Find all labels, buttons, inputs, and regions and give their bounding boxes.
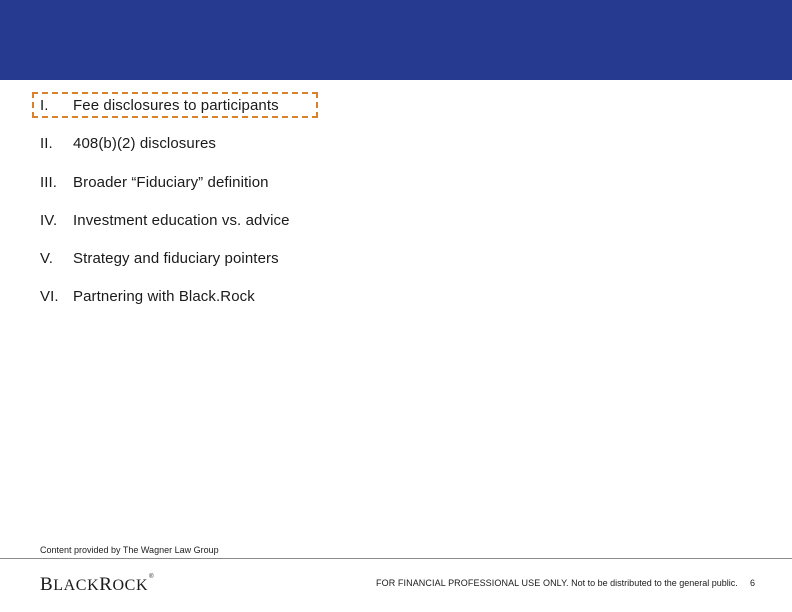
agenda-item-label: Strategy and fiduciary pointers	[73, 250, 279, 268]
agenda-item-number: II.	[40, 135, 53, 153]
agenda-item-label: 408(b)(2) disclosures	[73, 135, 216, 153]
agenda-item-5	[40, 249, 340, 287]
agenda-item-label: Fee disclosures to participants	[73, 97, 279, 114]
agenda-item-label: Investment education vs. advice	[73, 211, 290, 229]
agenda-item-4	[40, 211, 340, 249]
header-band	[0, 0, 792, 80]
logo-rest-ock: OCK	[112, 577, 149, 594]
agenda-item-number: I.	[40, 97, 49, 114]
agenda-item-number: III.	[40, 173, 58, 191]
agenda-item-number: VI.	[40, 288, 59, 306]
page-number: 6	[750, 578, 756, 588]
source-note: Content provided by The Wagner Law Group	[40, 545, 219, 555]
blackrock-logo	[40, 574, 154, 596]
disclaimer	[376, 578, 738, 588]
agenda-item-2	[40, 134, 340, 172]
agenda-item-number: V.	[40, 250, 53, 268]
registered-mark: ®	[149, 574, 155, 580]
agenda-list	[40, 96, 340, 326]
current-section-highlight	[32, 92, 318, 118]
logo-initial-r: R	[99, 574, 113, 595]
disclaimer-rest: Not to be distributed to the general public.	[568, 578, 738, 588]
footer-divider	[0, 558, 792, 559]
agenda-item-label: Partnering with Black.Rock	[73, 288, 255, 306]
disclaimer-caps: FOR FINANCIAL PROFESSIONAL USE ONLY.	[376, 578, 569, 588]
agenda-item-6	[40, 287, 340, 325]
agenda-item-label: Broader “Fiduciary” definition	[73, 173, 269, 191]
agenda-item-3	[40, 173, 340, 211]
logo-initial-b: B	[40, 574, 54, 595]
agenda-item-number: IV.	[40, 211, 58, 229]
logo-rest-lack: LACK	[53, 577, 100, 594]
